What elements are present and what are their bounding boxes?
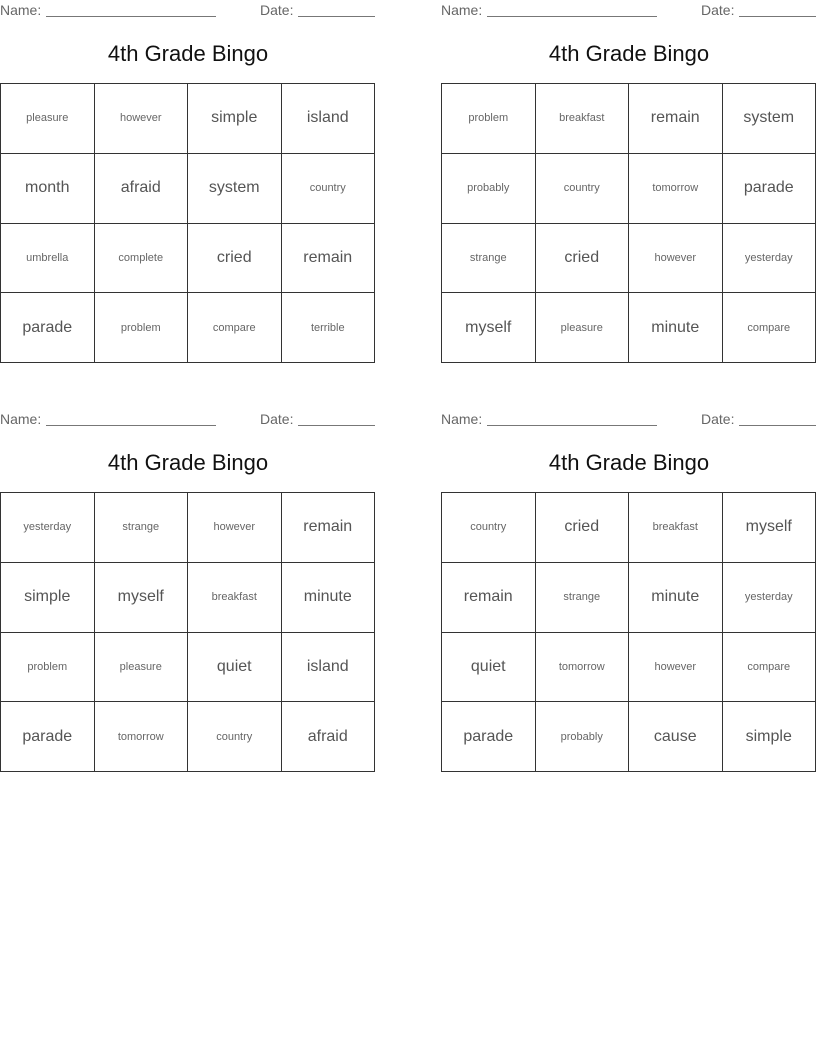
bingo-cell: breakfast <box>188 563 282 633</box>
date-label: Date: <box>260 2 294 18</box>
bingo-card-2 <box>441 0 816 365</box>
bingo-cell: terrible <box>282 293 376 363</box>
bingo-cell: system <box>723 84 816 154</box>
bingo-cell: simple <box>723 702 816 772</box>
bingo-cell: afraid <box>95 154 189 224</box>
bingo-cell: simple <box>1 563 95 633</box>
bingo-cell: pleasure <box>1 84 95 154</box>
bingo-cell: cried <box>536 493 630 563</box>
bingo-card-4 <box>441 409 816 774</box>
bingo-cell: problem <box>442 84 536 154</box>
name-blank-line <box>46 16 216 17</box>
bingo-cell: myself <box>442 293 536 363</box>
bingo-cell: remain <box>629 84 723 154</box>
bingo-cell: month <box>1 154 95 224</box>
bingo-card-1 <box>0 0 376 365</box>
bingo-cell: quiet <box>442 633 536 703</box>
bingo-cell: remain <box>282 224 376 294</box>
bingo-card-3 <box>0 409 376 774</box>
name-label: Name: <box>441 411 483 427</box>
bingo-cell: compare <box>723 293 816 363</box>
name-label: Name: <box>441 2 483 18</box>
date-label: Date: <box>701 411 735 427</box>
card-title: 4th Grade Bingo <box>548 450 710 475</box>
date-label: Date: <box>260 411 294 427</box>
bingo-cell: breakfast <box>536 84 630 154</box>
bingo-cell: cried <box>536 224 630 294</box>
date-blank-line <box>298 16 375 17</box>
name-date-line <box>441 1 816 19</box>
bingo-cell: island <box>282 84 376 154</box>
bingo-cell: parade <box>723 154 816 224</box>
name-date-line <box>0 410 376 428</box>
bingo-cell: country <box>536 154 630 224</box>
date-blank-line <box>298 425 375 426</box>
bingo-cell: pleasure <box>536 293 630 363</box>
card-title: 4th Grade Bingo <box>107 450 269 475</box>
date-label: Date: <box>701 2 735 18</box>
bingo-cell: parade <box>442 702 536 772</box>
bingo-cell: however <box>629 224 723 294</box>
bingo-cell: pleasure <box>95 633 189 703</box>
date-blank-line <box>739 425 816 426</box>
bingo-cell: parade <box>1 293 95 363</box>
bingo-cell: strange <box>536 563 630 633</box>
bingo-cell: system <box>188 154 282 224</box>
name-date-line <box>441 410 816 428</box>
bingo-cell: breakfast <box>629 493 723 563</box>
date-blank-line <box>739 16 816 17</box>
bingo-cell: probably <box>536 702 630 772</box>
name-label: Name: <box>0 2 42 18</box>
bingo-cell: however <box>188 493 282 563</box>
name-label: Name: <box>0 411 42 427</box>
bingo-cell: problem <box>1 633 95 703</box>
bingo-cell: yesterday <box>723 563 816 633</box>
bingo-cell: problem <box>95 293 189 363</box>
bingo-cell: cried <box>188 224 282 294</box>
bingo-cell: probably <box>442 154 536 224</box>
bingo-cell: tomorrow <box>536 633 630 703</box>
bingo-cell: island <box>282 633 376 703</box>
bingo-cell: quiet <box>188 633 282 703</box>
bingo-cell: remain <box>442 563 536 633</box>
bingo-cell: strange <box>95 493 189 563</box>
bingo-grid <box>441 83 816 363</box>
bingo-cell: strange <box>442 224 536 294</box>
bingo-cell: however <box>629 633 723 703</box>
bingo-cell: compare <box>188 293 282 363</box>
name-blank-line <box>46 425 216 426</box>
card-title: 4th Grade Bingo <box>548 41 710 66</box>
card-title: 4th Grade Bingo <box>107 41 269 66</box>
name-blank-line <box>487 16 657 17</box>
bingo-cell: myself <box>95 563 189 633</box>
bingo-grid <box>0 83 375 363</box>
bingo-cell: country <box>282 154 376 224</box>
bingo-cell: afraid <box>282 702 376 772</box>
name-blank-line <box>487 425 657 426</box>
bingo-cell: minute <box>629 563 723 633</box>
bingo-cell: yesterday <box>723 224 816 294</box>
bingo-cell: umbrella <box>1 224 95 294</box>
bingo-cell: complete <box>95 224 189 294</box>
bingo-grid <box>0 492 375 772</box>
name-date-line <box>0 1 376 19</box>
bingo-cell: cause <box>629 702 723 772</box>
bingo-cell: however <box>95 84 189 154</box>
bingo-cell: remain <box>282 493 376 563</box>
bingo-cell: myself <box>723 493 816 563</box>
bingo-cell: minute <box>629 293 723 363</box>
bingo-cell: compare <box>723 633 816 703</box>
bingo-cell: minute <box>282 563 376 633</box>
bingo-cell: parade <box>1 702 95 772</box>
bingo-cell: yesterday <box>1 493 95 563</box>
bingo-cell: country <box>188 702 282 772</box>
bingo-cell: tomorrow <box>95 702 189 772</box>
bingo-cell: country <box>442 493 536 563</box>
bingo-grid <box>441 492 816 772</box>
bingo-cell: simple <box>188 84 282 154</box>
bingo-cell: tomorrow <box>629 154 723 224</box>
